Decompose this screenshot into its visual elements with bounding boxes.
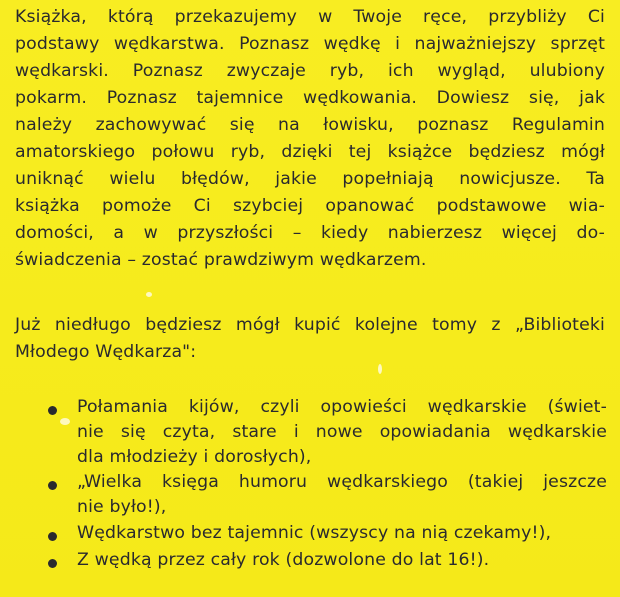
list-item-line: nie się czyta, stare i nowe opowiadania wędkarskie xyxy=(77,422,607,442)
announcement-line: Młodego Wędkarza": xyxy=(15,342,197,362)
bullet-icon xyxy=(48,532,57,541)
list-item-line: Połamania kijów, czyli opowieści wędkarskie (świet- xyxy=(77,397,607,417)
bullet-icon xyxy=(48,406,57,415)
list-item-line: Z wędką przez cały rok (dozwolone do lat 16!). xyxy=(77,550,490,570)
paper-speck xyxy=(60,418,70,425)
intro-line: książka pomoże Ci szybciej opanować podstawowe wia- xyxy=(15,196,605,216)
intro-line: pokarm. Poznasz tajemnice wędkowania. Dowiesz się, jak xyxy=(15,88,605,108)
intro-line: domości, a w przyszłości – kiedy nabierzesz więcej do- xyxy=(15,223,605,243)
bullet-icon xyxy=(48,559,57,568)
intro-line: uniknąć wielu błędów, jakie popełniają nowicjusze. Ta xyxy=(15,169,605,189)
paper-speck xyxy=(378,364,382,374)
announcement-line: Już niedługo będziesz mógł kupić kolejne tomy z „Biblioteki xyxy=(15,315,605,335)
intro-line: wędkarski. Poznasz zwyczaje ryb, ich wygląd, ulubiony xyxy=(15,61,605,81)
intro-line: podstawy wędkarstwa. Poznasz wędkę i najważniejszy sprzęt xyxy=(15,34,605,54)
list-item-line: nie było!), xyxy=(77,497,167,517)
intro-line: amatorskiego połowu ryb, dzięki tej książce będziesz mógł xyxy=(15,142,605,162)
intro-line: Książka, którą przekazujemy w Twoje ręce, przybliży Ci xyxy=(15,7,605,27)
intro-line: należy zachowywać się na łowisku, poznasz Regulamin xyxy=(15,115,605,135)
list-item-line: Wędkarstwo bez tajemnic (wszyscy na nią czekamy!), xyxy=(77,523,552,543)
intro-line: świadczenia – zostać prawdziwym wędkarzem. xyxy=(15,250,427,270)
list-item-line: „Wielka księga humoru wędkarskiego (takiej jeszcze xyxy=(77,472,607,492)
paper-speck xyxy=(146,292,152,297)
bullet-icon xyxy=(48,481,57,490)
list-item-line: dla młodzieży i dorosłych), xyxy=(77,447,312,467)
